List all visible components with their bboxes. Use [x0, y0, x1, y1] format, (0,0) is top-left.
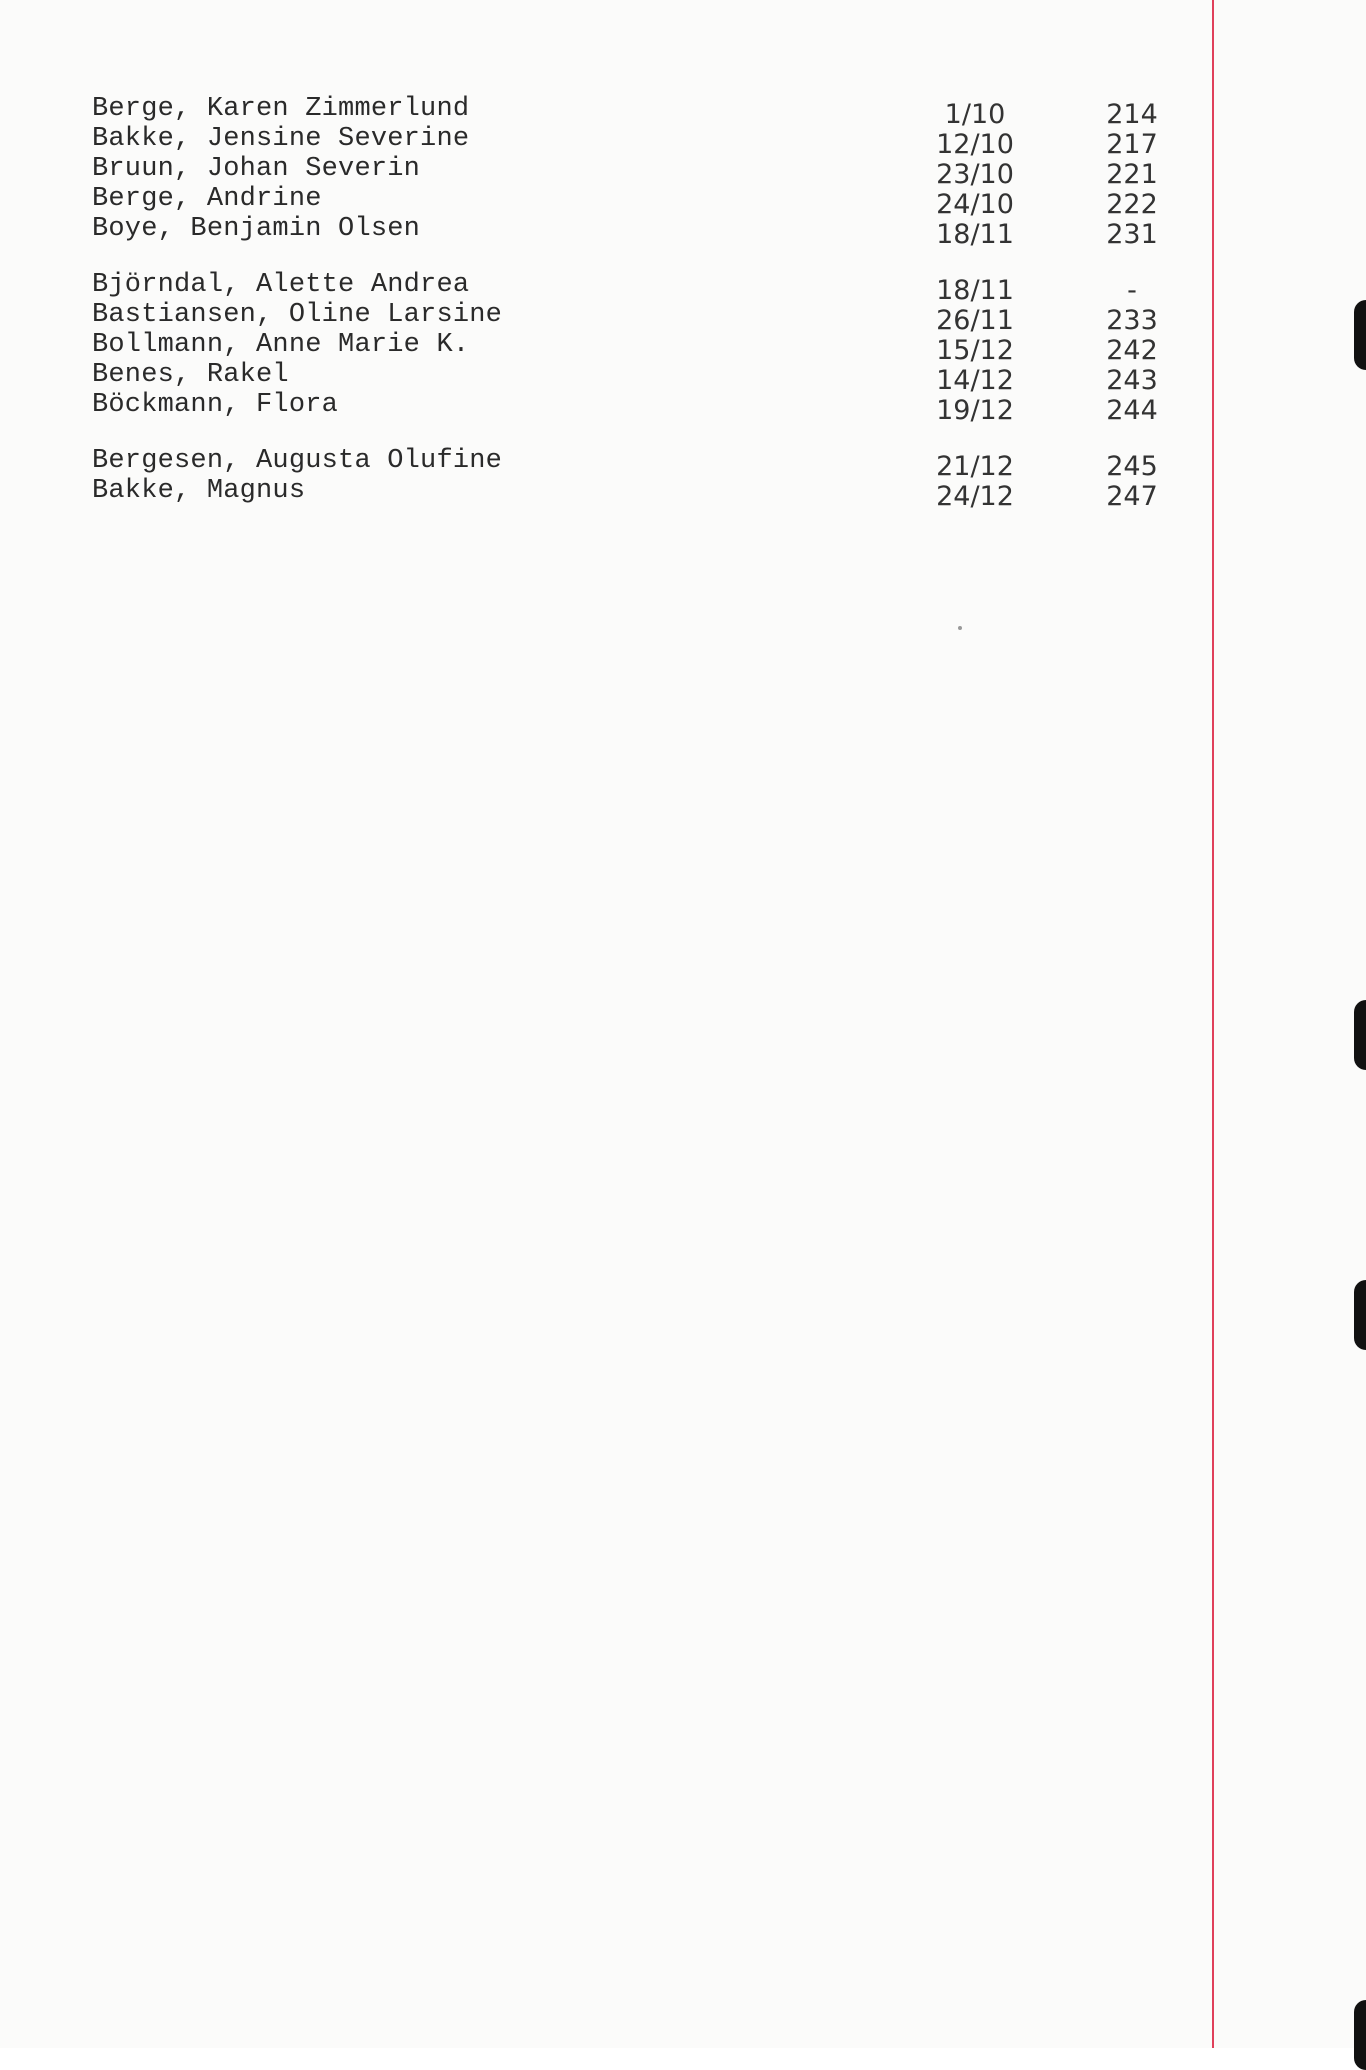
- list-item: [92, 184, 1172, 220]
- entry-number: 242: [1106, 335, 1158, 366]
- entry-date: 14/12: [936, 365, 1014, 396]
- entry-name: Bastiansen, Oline Larsine: [92, 300, 503, 330]
- punch-hole-2: [1354, 1000, 1366, 1070]
- entry-group-2: [92, 270, 1172, 426]
- entry-name: Bakke, Jensine Severine: [92, 124, 470, 154]
- list-item: [92, 124, 1172, 160]
- entry-name: Bergesen, Augusta Olufine: [92, 446, 503, 476]
- entry-number: 231: [1106, 219, 1158, 250]
- entry-date: 24/12: [936, 481, 1014, 512]
- entry-date: 23/10: [936, 159, 1014, 190]
- paper-speck: [958, 626, 962, 630]
- list-item: [92, 390, 1172, 426]
- entry-number: 233: [1106, 305, 1158, 336]
- entry-date: 18/11: [936, 219, 1014, 250]
- list-item: [92, 476, 1172, 512]
- entry-date: 15/12: [936, 335, 1014, 366]
- entry-group-3: [92, 446, 1172, 512]
- punch-hole-3: [1354, 1280, 1366, 1350]
- entry-number: 214: [1106, 99, 1158, 130]
- punch-hole-4: [1354, 2000, 1366, 2070]
- list-item: [92, 446, 1172, 482]
- list-item: [92, 270, 1172, 306]
- list-item: [92, 214, 1172, 250]
- entry-number: -: [1127, 275, 1137, 306]
- entry-name: Bollmann, Anne Marie K.: [92, 330, 470, 360]
- entry-number: 244: [1106, 395, 1158, 426]
- entry-date: 21/12: [936, 451, 1014, 482]
- entry-name: Berge, Andrine: [92, 184, 322, 214]
- list-item: [92, 300, 1172, 336]
- entry-number: 247: [1106, 481, 1158, 512]
- entry-name: Bakke, Magnus: [92, 476, 306, 506]
- entry-number: 221: [1106, 159, 1158, 190]
- list-item: [92, 330, 1172, 366]
- entry-name: Bruun, Johan Severin: [92, 154, 421, 184]
- entry-number: 245: [1106, 451, 1158, 482]
- list-item: [92, 154, 1172, 190]
- entry-date: 19/12: [936, 395, 1014, 426]
- entry-number: 222: [1106, 189, 1158, 220]
- entry-date: 12/10: [936, 129, 1014, 160]
- entry-name: Berge, Karen Zimmerlund: [92, 94, 470, 124]
- entry-name: Björndal, Alette Andrea: [92, 270, 470, 300]
- red-margin-line: [1212, 0, 1214, 2048]
- punch-hole-1: [1354, 300, 1366, 370]
- list-item: [92, 360, 1172, 396]
- entry-name: Boye, Benjamin Olsen: [92, 214, 421, 244]
- entry-group-1: [92, 94, 1172, 250]
- entry-name: Böckmann, Flora: [92, 390, 339, 420]
- entry-number: 217: [1106, 129, 1158, 160]
- list-item: [92, 94, 1172, 130]
- entry-name: Benes, Rakel: [92, 360, 289, 390]
- entry-date: 24/10: [936, 189, 1014, 220]
- entry-number: 243: [1106, 365, 1158, 396]
- entry-date: 26/11: [936, 305, 1014, 336]
- entry-date: 18/11: [936, 275, 1014, 306]
- entry-date: 1/10: [944, 99, 1006, 130]
